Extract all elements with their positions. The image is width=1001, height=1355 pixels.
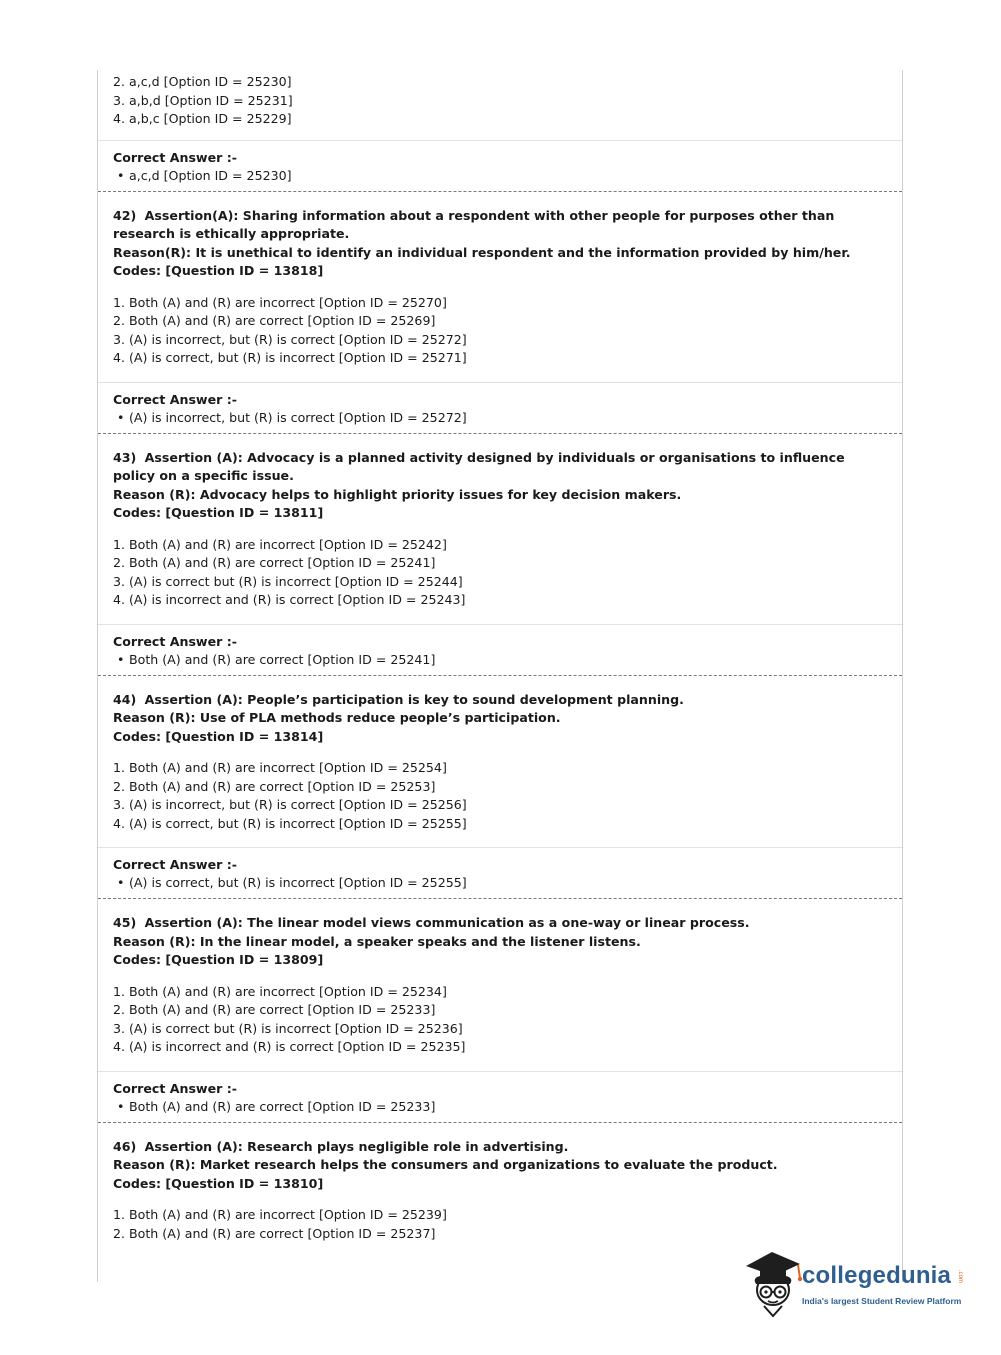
answer-text: (A) is incorrect, but (R) is correct [Option ID = 25272] [129,409,467,425]
correct-answer-label: Correct Answer :- [113,391,237,407]
question-text [113,207,902,281]
options-list [113,1206,902,1243]
correct-answer-section [98,624,902,675]
question-42 [98,192,902,382]
option-line: 1. Both (A) and (R) are incorrect [Option ID = 25254] [113,760,447,775]
correct-answer-value [113,409,902,427]
question-number: 42) [113,207,137,223]
question-46 [98,1123,902,1258]
question-44 [98,676,902,848]
option-line: 1. Both (A) and (R) are incorrect [Option ID = 25234] [113,983,447,999]
question-line: Reason(R): It is unethical to identify an individual respondent and the information provided by him/her. [113,244,851,260]
question-number: 43) [113,449,137,465]
correct-answer-section [98,847,902,898]
options-list [113,759,902,833]
bullet-icon: • [117,167,125,183]
question-number: 46) [113,1138,137,1154]
correct-answer-value [113,651,902,669]
correct-answer-value [113,167,902,185]
bullet-icon: • [117,651,125,667]
question-line: Reason (R): In the linear model, a speaker speaks and the listener listens. [113,933,641,949]
option-line: 2. Both (A) and (R) are correct [Option ID = 25253] [113,778,436,794]
correct-answer-section [98,140,902,191]
question-line: Codes: [Question ID = 13810] [113,1175,324,1191]
document-page [97,70,903,1282]
question-text [113,691,902,747]
option-line: 3. a,b,d [Option ID = 25231] [113,92,293,108]
question-line: Reason (R): Market research helps the consumers and organizations to evaluate the product. [113,1157,778,1172]
option-line: 1. Both (A) and (R) are incorrect [Option ID = 25239] [113,1207,447,1222]
option-line: 4. (A) is correct, but (R) is incorrect [Option ID = 25271] [113,350,467,365]
question-43 [98,434,902,624]
option-line: 4. (A) is incorrect and (R) is correct [Option ID = 25235] [113,1039,466,1054]
question-line: 42) Assertion(A): Sharing information about a respondent with other people for purposes other than research is ethically appropriate. [113,207,835,241]
question-line: 45) Assertion (A): The linear model views communication as a one-way or linear process. [113,915,750,930]
answer-text: Both (A) and (R) are correct [Option ID = 25233] [129,1098,436,1114]
option-line: 2. Both (A) and (R) are correct [Option ID = 25237] [113,1225,436,1241]
option-line: 2. Both (A) and (R) are correct [Option ID = 25269] [113,313,436,328]
option-line: 4. a,b,c [Option ID = 25229] [113,111,292,126]
option-line: 2. Both (A) and (R) are correct [Option ID = 25241] [113,555,436,570]
logo-tagline: India's largest Student Review Platform [802,1296,962,1306]
question-line: Reason (R): Use of PLA methods reduce people’s participation. [113,710,561,725]
question-text [113,914,902,970]
question-text [113,1138,902,1194]
question-line: Reason (R): Advocacy helps to highlight priority issues for key decision makers. [113,486,682,502]
answer-text: a,c,d [Option ID = 25230] [129,167,292,183]
top-options-list [98,70,902,129]
correct-answer-label: Correct Answer :- [113,149,237,165]
correct-answer-label: Correct Answer :- [113,1080,237,1096]
option-line: 2. a,c,d [Option ID = 25230] [113,74,292,89]
correct-answer-section [98,1071,902,1122]
option-line: 3. (A) is correct but (R) is incorrect [Option ID = 25244] [113,573,463,589]
option-line: 1. Both (A) and (R) are incorrect [Option ID = 25242] [113,536,447,552]
question-line: Codes: [Question ID = 13809] [113,952,324,967]
correct-answer-label: Correct Answer :- [113,633,237,649]
answer-text: Both (A) and (R) are correct [Option ID = 25241] [129,651,436,667]
options-list [113,983,902,1057]
correct-answer-label: Correct Answer :- [113,857,237,872]
correct-answer-value [113,1098,902,1116]
question-line: Codes: [Question ID = 13814] [113,728,324,744]
option-line: 3. (A) is correct but (R) is incorrect [Option ID = 25236] [113,1020,463,1036]
logo-suffix: .com [957,1270,963,1284]
mascot-icon [742,1248,804,1318]
options-list [113,536,902,610]
option-line: 4. (A) is correct, but (R) is incorrect [Option ID = 25255] [113,815,467,831]
logo-wordmark: collegedunia [802,1262,952,1289]
options-list [113,294,902,368]
bullet-icon: • [117,409,125,425]
bullet-icon: • [117,875,125,890]
option-line: 1. Both (A) and (R) are incorrect [Option ID = 25270] [113,294,447,310]
question-number: 44) [113,691,137,707]
option-line: 3. (A) is incorrect, but (R) is correct [Option ID = 25256] [113,797,467,812]
question-line: Codes: [Question ID = 13811] [113,505,324,520]
answer-text: (A) is correct, but (R) is incorrect [Option ID = 25255] [129,875,467,890]
question-text [113,449,902,523]
question-line: Codes: [Question ID = 13818] [113,263,324,278]
bullet-icon: • [117,1098,125,1114]
question-45 [98,899,902,1071]
correct-answer-section [98,382,902,433]
collegedunia-logo [742,1248,972,1318]
option-line: 2. Both (A) and (R) are correct [Option ID = 25233] [113,1002,436,1017]
option-line: 4. (A) is incorrect and (R) is correct [Option ID = 25243] [113,592,466,607]
option-line: 3. (A) is incorrect, but (R) is correct [Option ID = 25272] [113,331,467,347]
question-number: 45) [113,915,137,930]
question-line: 44) Assertion (A): People’s participation is key to sound development planning. [113,691,684,707]
question-line: 46) Assertion (A): Research plays negligible role in advertising. [113,1138,569,1154]
correct-answer-value [113,874,902,892]
question-line: 43) Assertion (A): Advocacy is a planned activity designed by individuals or organisations to influence policy on a specific issue. [113,449,845,483]
